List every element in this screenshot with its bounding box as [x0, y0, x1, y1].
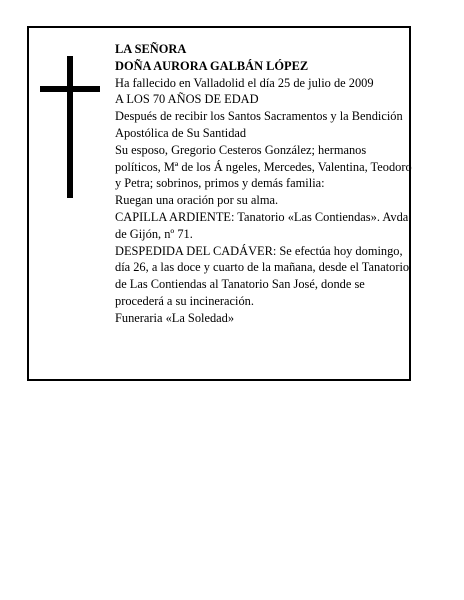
death-line: Ha fallecido en Valladolid el día 25 de julio de 2009 — [115, 75, 374, 90]
cross-vertical-bar — [67, 56, 73, 198]
notice-body — [115, 41, 413, 327]
age-line: A LOS 70 AÑOS DE EDAD — [115, 92, 259, 107]
obituary-notice — [27, 26, 411, 381]
cross-icon — [40, 56, 100, 198]
family-text: Su esposo, Gregorio Cesteros González; hermanos políticos, Mª de los Á ngeles, Mercedes, Valentina, Teodoro y Petra; sobrinos, primos y demás familia: — [115, 142, 412, 191]
chapel-text: CAPILLA ARDIENTE: Tanatorio «Las Contiendas». Avda. de Gijón, nº 71. — [115, 209, 412, 241]
sacraments-text: Después de recibir los Santos Sacramentos y la Bendición Apostólica de Su Santidad — [115, 109, 403, 140]
farewell-text: DESPEDIDA DEL CADÁVER: Se efectúa hoy domingo, día 26, a las doce y cuarto de la mañana, desde el Tanatorio de Las Contiendas al Tanatorio San José, donde se procederá a su incineración. — [115, 243, 410, 308]
prayer-text: Ruegan una oración por su alma. — [115, 193, 279, 208]
notice-heading: LA SEÑORA — [115, 42, 187, 56]
deceased-name: DOÑA AURORA GALBÁN LÓPEZ — [115, 58, 309, 73]
cross-horizontal-bar — [40, 86, 100, 92]
funeral-home: Funeraria «La Soledad» — [115, 310, 235, 325]
